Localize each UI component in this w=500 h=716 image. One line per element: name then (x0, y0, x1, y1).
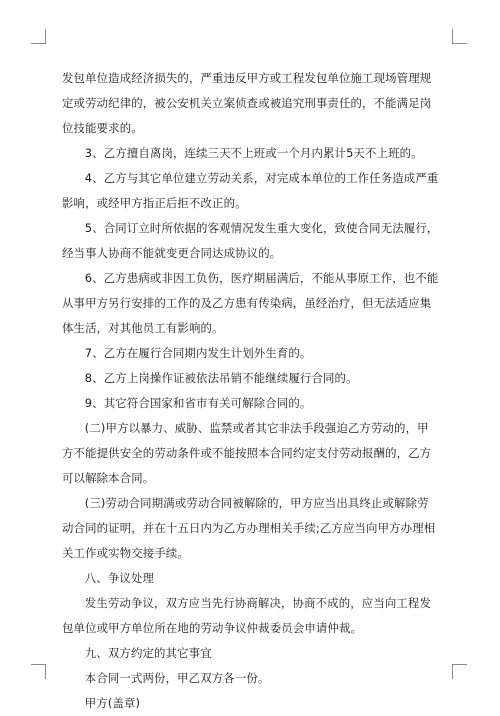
crop-mark-top-left (31, 29, 46, 44)
heading-other-matters: 九、双方约定的其它事宜 (84, 646, 212, 660)
clause-5: 5、合同订立时所依据的客观情况发生重大变化，致使合同无法履行，经当事人协商不能就变更合同达成协议的。 (62, 221, 439, 260)
section-3-contract-expiry: (三)劳动合同期满或劳动合同被解除的，甲方应当出具终止或解除劳动合同的证明，并在十五日内为乙方办理相关手续;乙方应当向甲方办理相关工作或实物交接手续。 (62, 496, 436, 560)
clause-6: 6、乙方患病或非因工负伤，医疗期届满后，不能从事原工作，也不能从事甲方另行安排的工作的及乙方患有传染病，虽经治疗，但无法适应集体生活，对其他员工有影响的。 (62, 271, 439, 335)
clause-4: 4、乙方与其它单位建立劳动关系，对完成本单位的工作任务造成严重影响，或经甲方指正后拒不改正的。 (62, 171, 439, 210)
crop-mark-bottom-right (452, 664, 467, 679)
crop-mark-top-right (452, 29, 467, 44)
copies-clause: 本合同一式两份，甲乙双方各一份。 (84, 671, 270, 685)
heading-dispute-resolution: 八、争议处理 (84, 571, 155, 585)
clause-3: 3、乙方擅自离岗，连续三天不上班或一个月内累计5天不上班的。 (84, 146, 423, 160)
party-a-seal-label: 甲方(盖章) (84, 696, 141, 710)
paragraph-continuation: 发包单位造成经济损失的，严重违反甲方或工程发包单位施工现场管理规定或劳动纪律的，被公安机关立案侦查或被追究刑事责任的，不能满足岗位技能要求的。 (62, 71, 432, 135)
crop-mark-bottom-left (31, 664, 46, 679)
clause-9: 9、其它符合国家和省市有关可解除合同的。 (84, 396, 312, 410)
document-body (62, 66, 440, 716)
clause-7: 7、乙方在履行合同期内发生计划外生育的。 (84, 346, 312, 360)
section-2-employee-termination: (二)甲方以暴力、威胁、监禁或者其它非法手段强迫乙方劳动的，甲方不能提供安全的劳动条件或不能按照本合同约定支付劳动报酬的，乙方可以解除本合同。 (62, 421, 432, 485)
clause-8: 8、乙方上岗操作证被依法吊销不能继续履行合同的。 (84, 371, 358, 385)
dispute-resolution-text: 发生劳动争议，双方应当先行协商解决，协商不成的，应当向工程发包单位或甲方单位所在地的劳动争议仲裁委员会申请仲裁。 (62, 596, 432, 635)
